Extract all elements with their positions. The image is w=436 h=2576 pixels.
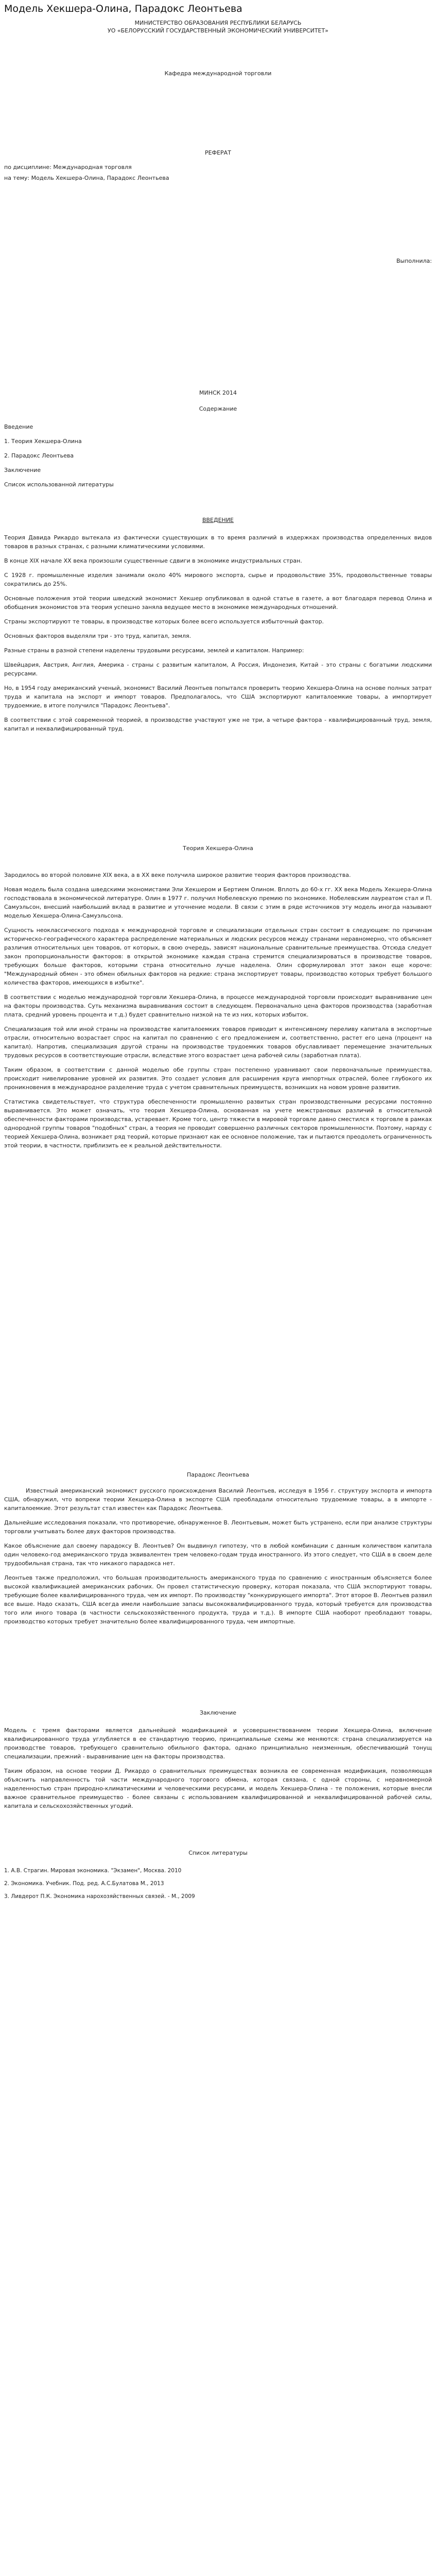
page-title: Модель Хекшера-Олина, Парадокс Леонтьева [4, 3, 242, 14]
discipline-block [4, 164, 432, 181]
intro-paragraph: Но, в 1954 году американский ученый, экономист Василий Леонтьев попытался проверить теорию Хекшера-Олина на основе полных затрат труда и капитала на экспорт и импорт товаров. Предполагалось, что США экспортируют капиталоемкие товары, а импортирует трудоемкие, в итоге получился "Парадокс Леонтьева". [4, 685, 432, 709]
conclusion-section [4, 1726, 432, 1816]
toc-item-references[interactable]: Список использованной литературы [4, 481, 114, 488]
doc-type: РЕФЕРАТ [205, 149, 231, 156]
city-year: МИНСК 2014 [199, 389, 237, 396]
discipline-line: по дисциплине: Международная торговля [4, 164, 132, 171]
intro-paragraph: Основные положения этой теории шведский экономист Хекшер опубликовал в одной статье в газете, а вот благодаря перевод Олина и обобщения экономистов эта теория успешно заняла ведущее место в экономике международных отношений. [4, 595, 432, 611]
intro-paragraph: Теория Давида Рикардо вытекала из фактически существующих в то время различий в издержках производства определенных видов товаров в разных странах, с разными климатическими условиями. [4, 534, 432, 550]
reference-item: 3. Ливдерот П.К. Экономика нарохозяйственных связей. - М., 2009 [4, 1893, 195, 1900]
section2-paragraph: Известный американский экономист русского происхождения Василий Леонтьев, исследуя в 1956 г. структуру экспорта и импорта США, обнаружил, что вопреки теории Хекшера-Олина в экспорте США преобладали относительно трудоемкие товары, а в импорте - капиталоемкие. Этот результат стал известен как Парадокс Леонтьева. [4, 1487, 432, 1512]
section1-paragraph: Таким образом, в соответствии с данной моделью обе группы стран постепенно уравнивают свои первоначальные преимущества, происходит нивелирование уровней их развития. Это создает условия для расширения круга импортных отраслей, более глубокого их проникновения в международное разделение труда с учетом сравнительных преимуществ, возникших на новом уровне развития. [4, 1066, 432, 1091]
intro-heading: ВВЕДЕНИЕ [202, 517, 234, 523]
performed-by: Выполнила: [396, 258, 432, 264]
references-heading: Список литературы [188, 1850, 248, 1856]
toc-item-conclusion[interactable]: Заключение [4, 467, 41, 473]
reference-item: 2. Экономика. Учебник. Под. ред. А.С.Булатова М., 2013 [4, 1880, 164, 1887]
conclusion-heading: Заключение [199, 1709, 237, 1716]
title-page-header [4, 20, 432, 34]
section1-paragraph: Сущность неоклассического подхода к международной торговле и специализации отдельных стран состоит в следующем: по причинам историческо-географического характера распределение материальных и людских ресурсов между странами неравномерно, что объясняет различия относительных цен товаров, от которых, в свою очередь, зависят национальные сравнительные преимущества. Отсюда следует закон пропорциональности факторов: в открытой экономике каждая страна стремится специализироваться в производстве товаров, требующих больше факторов, которыми страна относительно лучше наделена. Олин сформулировал этот закон еще короче: "Международный обмен - это обмен обильных факторов на редкие: страна экспортирует товары, производство которых требует большого количества факторов, имеющихся в избытке". [4, 927, 432, 986]
section1-paragraph: В соответствии с моделью международной торговли Хекшера-Олина, в процессе международной торговли происходит выравнивание цен на факторы производства. Суть механизма выравнивания состоит в следующем. Первоначально цена факторов производства (заработная плата, средний уровень процента и т.д.) будет сравнительно низкой на те из них, которых избыток. [4, 994, 432, 1018]
table-of-contents [4, 423, 432, 496]
toc-item-intro[interactable]: Введение [4, 423, 33, 430]
section1-heading: Теория Хекшера-Олина [183, 845, 253, 852]
intro-paragraph: Страны экспортируют те товары, в производстве которых более всего используется избыточный фактор. [4, 618, 324, 625]
toc-item-section2[interactable]: 2. Парадокс Леонтьева [4, 452, 74, 459]
section1-paragraph: Статистика свидетельствует, что структура обеспеченности промышленно развитых стран производственными ресурсами постоянно выравнивается. Это может означать, что теория Хекшера-Олина, основанная на учете межстрановых различий в относительной обеспеченности факторами производства, устаревает. Кроме того, центр тяжести в мировой торговле давно сместился к торговле в рамках однородной группы товаров "подобных" стран, а теория не проводит совершенно различных секторов промышленности. Поэтому, наряду с теорией Хекшера-Олина, возникает ряд теорий, которые признают как ее основное положение, так и пытаются преодолеть ограниченность этой теории, в частности, приблизить ее к реальной действительности. [4, 1098, 432, 1149]
intro-paragraph: Основных факторов выделяли три - это труд, капитал, земля. [4, 633, 191, 639]
ministry-line: МИНИСТЕРСТВО ОБРАЗОВАНИЯ РЕСПУБЛИКИ БЕЛАРУСЬ [134, 20, 302, 26]
conclusion-paragraph: Таким образом, на основе теории Д. Рикардо о сравнительных преимуществах возникла ее современная модификация, позволяющая объяснить направленность той части международного торгового обмена, которая связана, с одной стороны, с неравномерной наделенностью стран природно-климатическими и человеческими ресурсами, и модель Хекшера-Олина - те положения, которые внесли важное сравнительное преимущество - более связаны с использованием квалифицированной и неквалифицированной рабочей силы, капитала и сельскохозяйственных угодий. [4, 1768, 432, 1809]
section2-paragraph: Дальнейшие исследования показали, что противоречие, обнаруженное В. Леонтьевым, может быть устранено, если при анализе структуры торговли учитывать более двух факторов производства. [4, 1519, 432, 1535]
intro-paragraph: В конце XIX начале XX века произошли существенные сдвиги в экономике индустриальных стран. [4, 557, 302, 564]
section1 [4, 871, 432, 1156]
intro-section [4, 533, 432, 739]
toc-heading: Содержание [199, 405, 237, 412]
intro-paragraph: В соответствии с этой современной теорией, в производстве участвуют уже не три, а четыре фактора - квалифицированный труд, земля, капитал и неквалифицированный труд. [4, 717, 432, 732]
university-line: УО «БЕЛОРУССКИЙ ГОСУДАРСТВЕННЫЙ ЭКОНОМИЧЕСКИЙ УНИВЕРСИТЕТ» [108, 27, 328, 34]
section1-paragraph: Специализация той или иной страны на производстве капиталоемких товаров приводит к интенсивному переливу капитала в экспортные отрасли, относительно возрастает спрос на капитал по сравнению с его предложением и, соответственно, растет его цена (процент на капитал). Напротив, специализация другой страны на производстве трудоемких товаров обуславливает перемещение значительных трудовых ресурсов в соответствующие отрасли, вследствие этого возрастает цена рабочей силы (заработная плата). [4, 1026, 432, 1059]
intro-paragraph: С 1928 г. промышленные изделия занимали около 40% мирового экспорта, сырье и продовольствие 35%, продовольственные товары сократились до 25%. [4, 572, 432, 587]
section1-paragraph: Зародилось во второй половине XIX века, а в XX веке получила широкое развитие теория факторов производства. [4, 872, 351, 878]
section2-paragraph: Какое объяснение дал своему парадоксу В. Леонтьев? Он выдвинул гипотезу, что в любой комбинации с данным количеством капитала один человеко-год американского труда эквивалентен трем человеко-годам труда иностранного. Из этого следует, что США в в своем деле трудообильная страна, так что никакого парадокса нет. [4, 1543, 432, 1567]
section2-paragraph: Леонтьев также предположил, что большая производительность американского труда по сравнению с иностранным объясняется более высокой квалификацией американских рабочих. Он провел статистическую проверку, которая показала, что США экспортируют товары, требующие более квалифицированного труда, чем их импорт. По производству "конкурирующего импорта". Этот второе В. Леонтьев развил все выше. Надо сказать, США всегда имели наибольшие запасы высококвалифицированного труда, который требуется для производства того или иного товара (в частности сельскохозяйственного продукта, труда и т.д.). В импорте США наоборот преобладают товары, производство которых требует значительно более квалифицированного труда, чем импортные. [4, 1574, 432, 1625]
intro-paragraph: Швейцария, Австрия, Англия, Америка - страны с развитым капиталом, А Россия, Индонезия, Китай - это страны с богатыми людскими ресурсами. [4, 662, 432, 677]
reference-item: 1. А.В. Страгин. Мировая экономика. "Экзамен", Москва. 2010 [4, 1868, 182, 1874]
section2 [4, 1486, 432, 1632]
toc-item-section1[interactable]: 1. Теория Хекшера-Олина [4, 438, 82, 445]
intro-paragraph: Разные страны в разной степени наделены трудовыми ресурсами, землей и капиталом. Например: [4, 647, 304, 654]
conclusion-paragraph: Модель с тремя факторами является дальнейшей модификацией и усовершенствованием теории Хекшера-Олина, включение квалифицированного труда углубляется в ее стандартную теорию, принципиальные схемы же меняются: страна специализируется на производстве товаров, требующего сравнительно обильного фактора, однако принципиально неизменным, обеспечивающий тонущ специализации, прежний - выравнивание цен на факторы производства. [4, 1727, 432, 1760]
section1-paragraph: Новая модель была создана шведскими экономистами Эли Хекшером и Бертием Олином. Вплоть до 60-х гг. XX века Модель Хекшера-Олина господствовала в экономической литературе. Олин в 1977 г. получил Нобелевскую премию по экономике. Нобелевским лауреатом стал и П. Самуэльсон, внесший наибольший вклад в развитие и уточнение модели. В связи с этим в ряде источников эту модель иногда называют моделью Хекшера-Олина-Самуэльсона. [4, 886, 432, 919]
references-list [4, 1868, 432, 1906]
topic-line: на тему: Модель Хекшера-Олина, Парадокс Леонтьева [4, 175, 169, 181]
section2-heading: Парадокс Леонтьева [186, 1471, 250, 1478]
department-line: Кафедра международной торговли [164, 70, 272, 77]
